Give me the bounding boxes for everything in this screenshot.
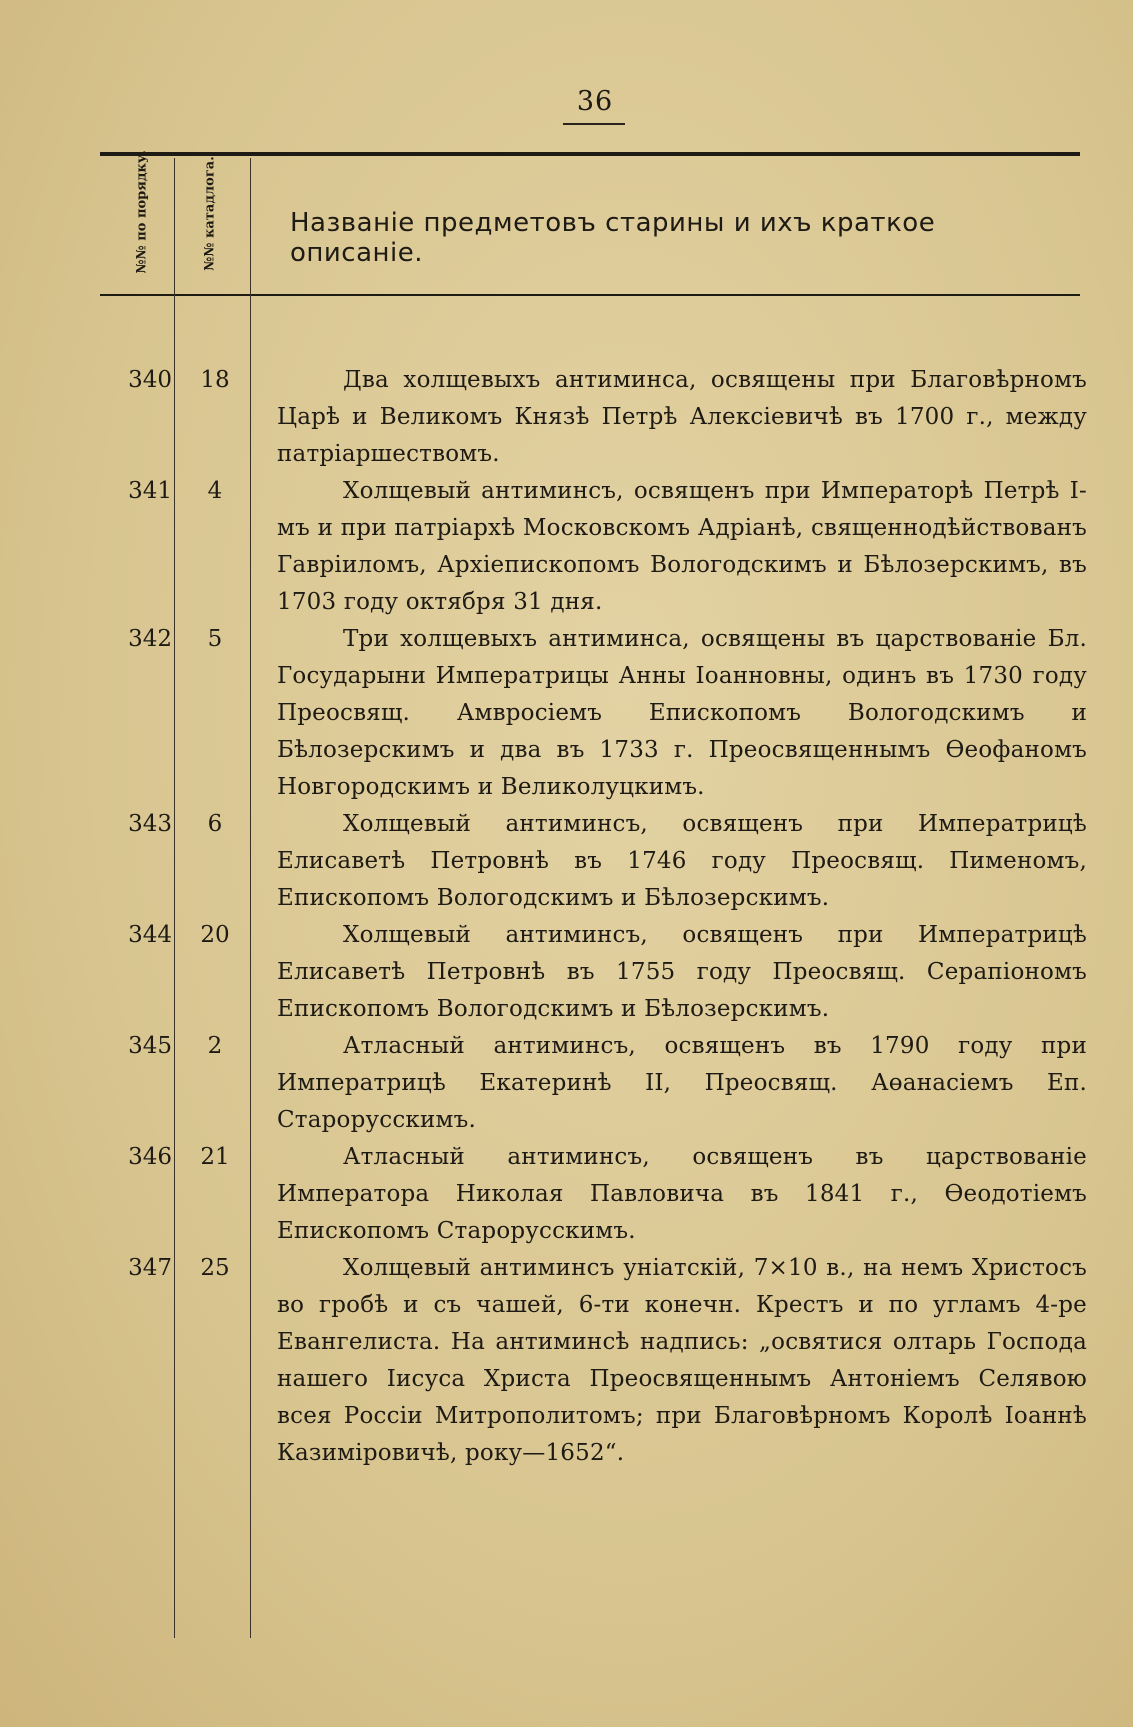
entry-description: Холщевый антиминсъ, освященъ при Императорѣ Петрѣ I-мъ и при патріархѣ Московскомъ Адріанѣ, священнодѣйствованъ Гавріиломъ, Архіепископомъ Вологодскимъ и Бѣлозерскимъ, въ 1703 году октября 31 дня.	[277, 478, 1087, 615]
entry-catalog-number: 18	[200, 367, 230, 393]
entry-serial-number: 344	[128, 922, 172, 948]
entry-serial-number: 345	[128, 1033, 172, 1059]
column-header-serial-number: №№ по порядку.	[134, 150, 150, 274]
table-row	[0, 621, 1133, 806]
page-number-underline	[563, 123, 625, 125]
table-row	[0, 1250, 1133, 1472]
entry-description: Холщевый антиминсъ, освященъ при Императрицѣ Елисаветѣ Петровнѣ въ 1746 году Преосвящ. Пименомъ, Епископомъ Вологодскимъ и Бѣлозерскимъ.	[277, 811, 1087, 911]
table-row	[0, 473, 1133, 621]
entry-catalog-number: 25	[200, 1255, 230, 1281]
entry-catalog-number: 6	[207, 811, 223, 837]
entry-catalog-number: 4	[207, 478, 223, 504]
table-row	[0, 917, 1133, 1028]
entries-list	[0, 362, 1133, 1472]
entry-serial-number: 342	[128, 626, 172, 652]
entry-description: Холщевый антиминсъ, освященъ при Императрицѣ Елисаветѣ Петровнѣ въ 1755 году Преосвящ. Серапіономъ Епископомъ Вологодскимъ и Бѣлозерскимъ.	[277, 922, 1087, 1022]
entry-serial-number: 341	[128, 478, 172, 504]
entry-catalog-number: 5	[207, 626, 223, 652]
table-row	[0, 1139, 1133, 1250]
column-header-catalog-number: №№ катадлога.	[202, 156, 218, 271]
column-header-description: Названіе предметовъ старины и ихъ краткое описаніе.	[290, 208, 936, 268]
entry-description: Два холщевыхъ антиминса, освящены при Благовѣрномъ Царѣ и Великомъ Князѣ Петрѣ Алексіевичѣ въ 1700 г., между патріаршествомъ.	[277, 367, 1087, 467]
table-header-rule	[100, 294, 1080, 296]
page-number: 36	[576, 86, 614, 117]
entry-serial-number: 343	[128, 811, 172, 837]
table-row	[0, 1028, 1133, 1139]
table-top-rule	[100, 152, 1080, 156]
entry-description: Три холщевыхъ антиминса, освящены въ царствованіе Бл. Государыни Императрицы Анны Іоанновны, одинъ въ 1730 году Преосвящ. Амвросіемъ Епископомъ Вологодскимъ и Бѣлозерскимъ и два въ 1733 г. Преосвященнымъ Өеофаномъ Новгородскимъ и Великолуцкимъ.	[277, 626, 1087, 800]
entry-serial-number: 347	[128, 1255, 172, 1281]
entry-serial-number: 340	[128, 367, 172, 393]
entry-description: Атласный антиминсъ, освященъ въ 1790 году при Императрицѣ Екатеринѣ II, Преосвящ. Аөанасіемъ Еп. Старорусскимъ.	[277, 1033, 1087, 1133]
table-row	[0, 806, 1133, 917]
entry-catalog-number: 21	[200, 1144, 230, 1170]
entry-serial-number: 346	[128, 1144, 172, 1170]
table-row	[0, 362, 1133, 473]
entry-description: Холщевый антиминсъ уніатскій, 7×10 в., на немъ Христосъ во гробѣ и съ чашей, 6-ти конечн. Крестъ и по угламъ 4-ре Евангелиста. На антиминсѣ надпись: „освятися олтарь Господа нашего Іисуса Христа Преосвященнымъ Антоніемъ Селявою всея Россіи Митрополитомъ; при Благовѣрномъ Королѣ Іоаннѣ Казиміровичѣ, року—1652“.	[277, 1255, 1087, 1466]
entry-catalog-number: 2	[207, 1033, 223, 1059]
entry-catalog-number: 20	[200, 922, 230, 948]
entry-description: Атласный антиминсъ, освященъ въ царствованіе Императора Николая Павловича въ 1841 г., Өеодотіемъ Епископомъ Старорусскимъ.	[277, 1144, 1087, 1244]
